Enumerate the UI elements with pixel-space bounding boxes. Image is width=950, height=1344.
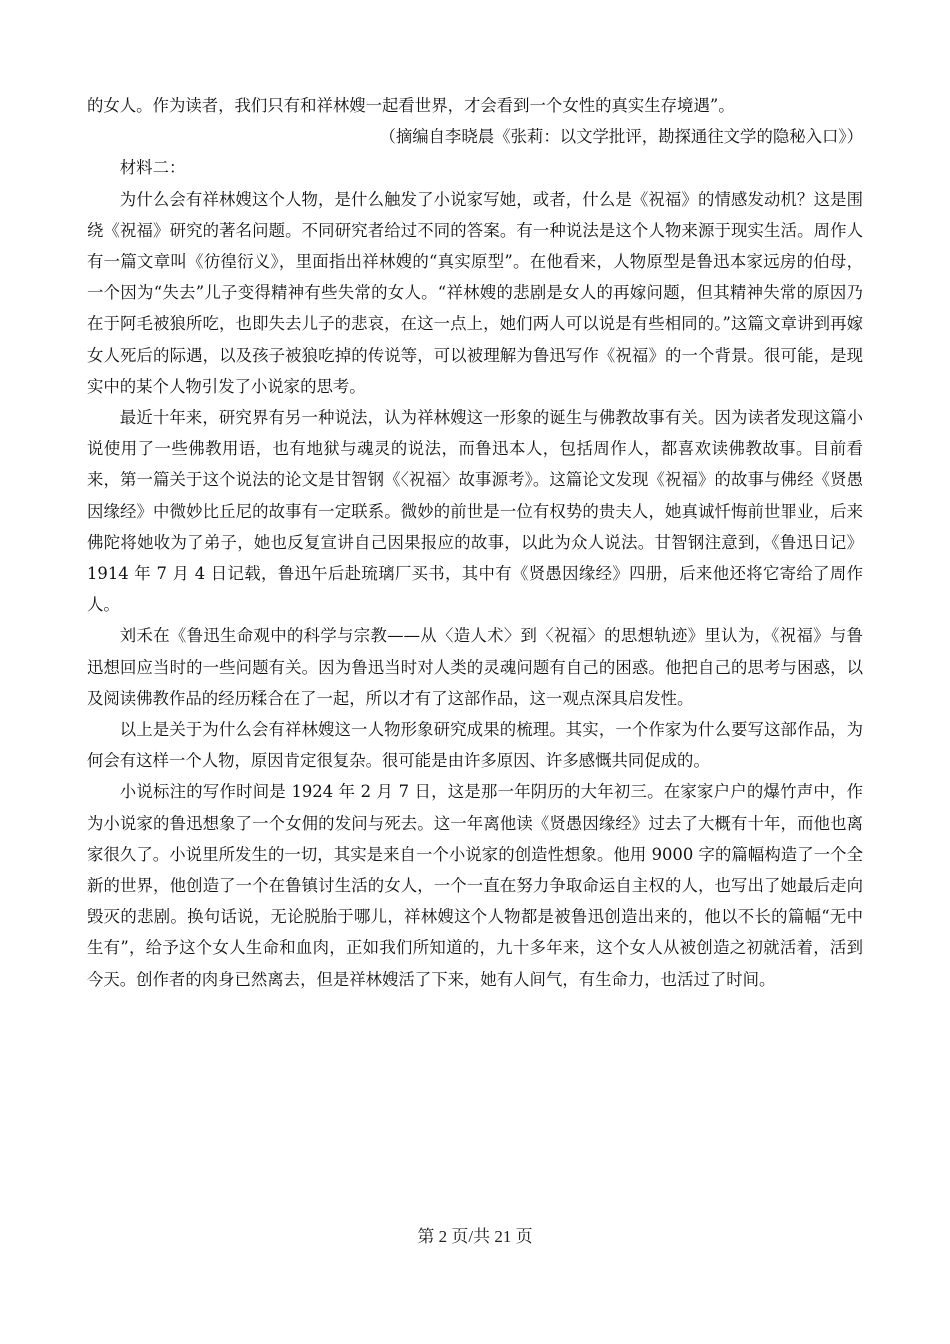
paragraph: 刘禾在《鲁迅生命观中的科学与宗教——从〈造人术〉到〈祝福〉的思想轨迹》里认为，《祝福》与鲁迅想回应当时的一些问题有关。因为鲁迅当时对人类的灵魂问题有自己的困惑。他把自己的思考与困惑，以及阅读佛教作品的经历糅合在了一起，所以才有了这部作品，这一观点深具启发性。 <box>87 626 863 708</box>
paragraph: 最近十年来，研究界有另一种说法，认为祥林嫂这一形象的诞生与佛教故事有关。因为读者发现这篇小说使用了一些佛教用语，也有地狱与魂灵的说法，而鲁迅本人，包括周作人，都喜欢读佛教故事。目前看来，第一篇关于这个说法的论文是甘智钢《〈祝福〉故事源考》。这篇论文发现《祝福》的故事与佛经《贤愚因缘经》中微妙比丘尼的故事有一定联系。微妙的前世是一位有权势的贵夫人，她真诚忏悔前世罪业，后来佛陀将她收为了弟子，她也反复宣讲自己因果报应的故事，以此为众人说法。甘智钢注意到，《鲁迅日记》1914 年 7 月 4 日记载，鲁迅午后赴琉璃厂买书，其中有《贤愚因缘经》四册，后来他还将它寄给了周作人。 <box>87 408 863 615</box>
opening-line: 的女人。作为读者，我们只有和祥林嫂一起看世界，才会看到一个女性的真实生存境遇”。 <box>87 96 735 115</box>
page-footer: 第 2 页/共 21 页 <box>417 1227 533 1246</box>
section-heading: 材料二： <box>119 158 186 178</box>
paragraph: 以上是关于为什么会有祥林嫂这一人物形象研究成果的梳理。其实，一个作家为什么要写这部作品，为何会有这样一个人物，原因肯定很复杂。很可能是由许多原因、许多感慨共同促成的。 <box>87 720 863 771</box>
source-citation: （摘编自李晓晨《张莉：以文学批评，勘探通往文学的隐秘入口》） <box>379 127 863 147</box>
paragraph: 为什么会有祥林嫂这个人物，是什么触发了小说家写她，或者，什么是《祝福》的情感发动机？这是围绕《祝福》研究的著名问题。不同研究者给过不同的答案。有一种说法是这个人物来源于现实生活。周作人有一篇文章叫《彷徨衍义》，里面指出祥林嫂的“真实原型”。在他看来，人物原型是鲁迅本家远房的伯母，一个因为“失去”儿子变得精神有些失常的女人。“祥林嫂的悲剧是女人的再嫁问题，但其精神失常的原因乃在于阿毛被狼所吃，也即失去儿子的悲哀，在这一点上，她们两人可以说是有些相同的。”这篇文章讲到再嫁女人死后的际遇，以及孩子被狼吃掉的传说等，可以被理解为鲁迅写作《祝福》的一个背景。很可能，是现实中的某个人物引发了小说家的思考。 <box>87 189 863 396</box>
document-body <box>87 90 863 995</box>
paragraph: 小说标注的写作时间是 1924 年 2 月 7 日，这是那一年阴历的大年初三。在家家户户的爆竹声中，作为小说家的鲁迅想象了一个女佣的发问与死去。这一年离他读《贤愚因缘经》过去了大概有十年，而他也离家很久了。小说里所发生的一切，其实是来自一个小说家的创造性想象。他用 9000 字的篇幅构造了一个全新的世界，他创造了一个在鲁镇讨生活的女人，一个一直在努力争取命运自主权的人，也写出了她最后走向毁灭的悲剧。换句话说，无论脱胎于哪儿，祥林嫂这个人物都是被鲁迅创造出来的，他以不长的篇幅“无中生有”，给予这个女人生命和血肉，正如我们所知道的，九十多年来，这个女人从被创造之初就活着，活到今天。创作者的肉身已然离去，但是祥林嫂活了下来，她有人间气，有生命力，也活过了时间。 <box>87 782 863 989</box>
